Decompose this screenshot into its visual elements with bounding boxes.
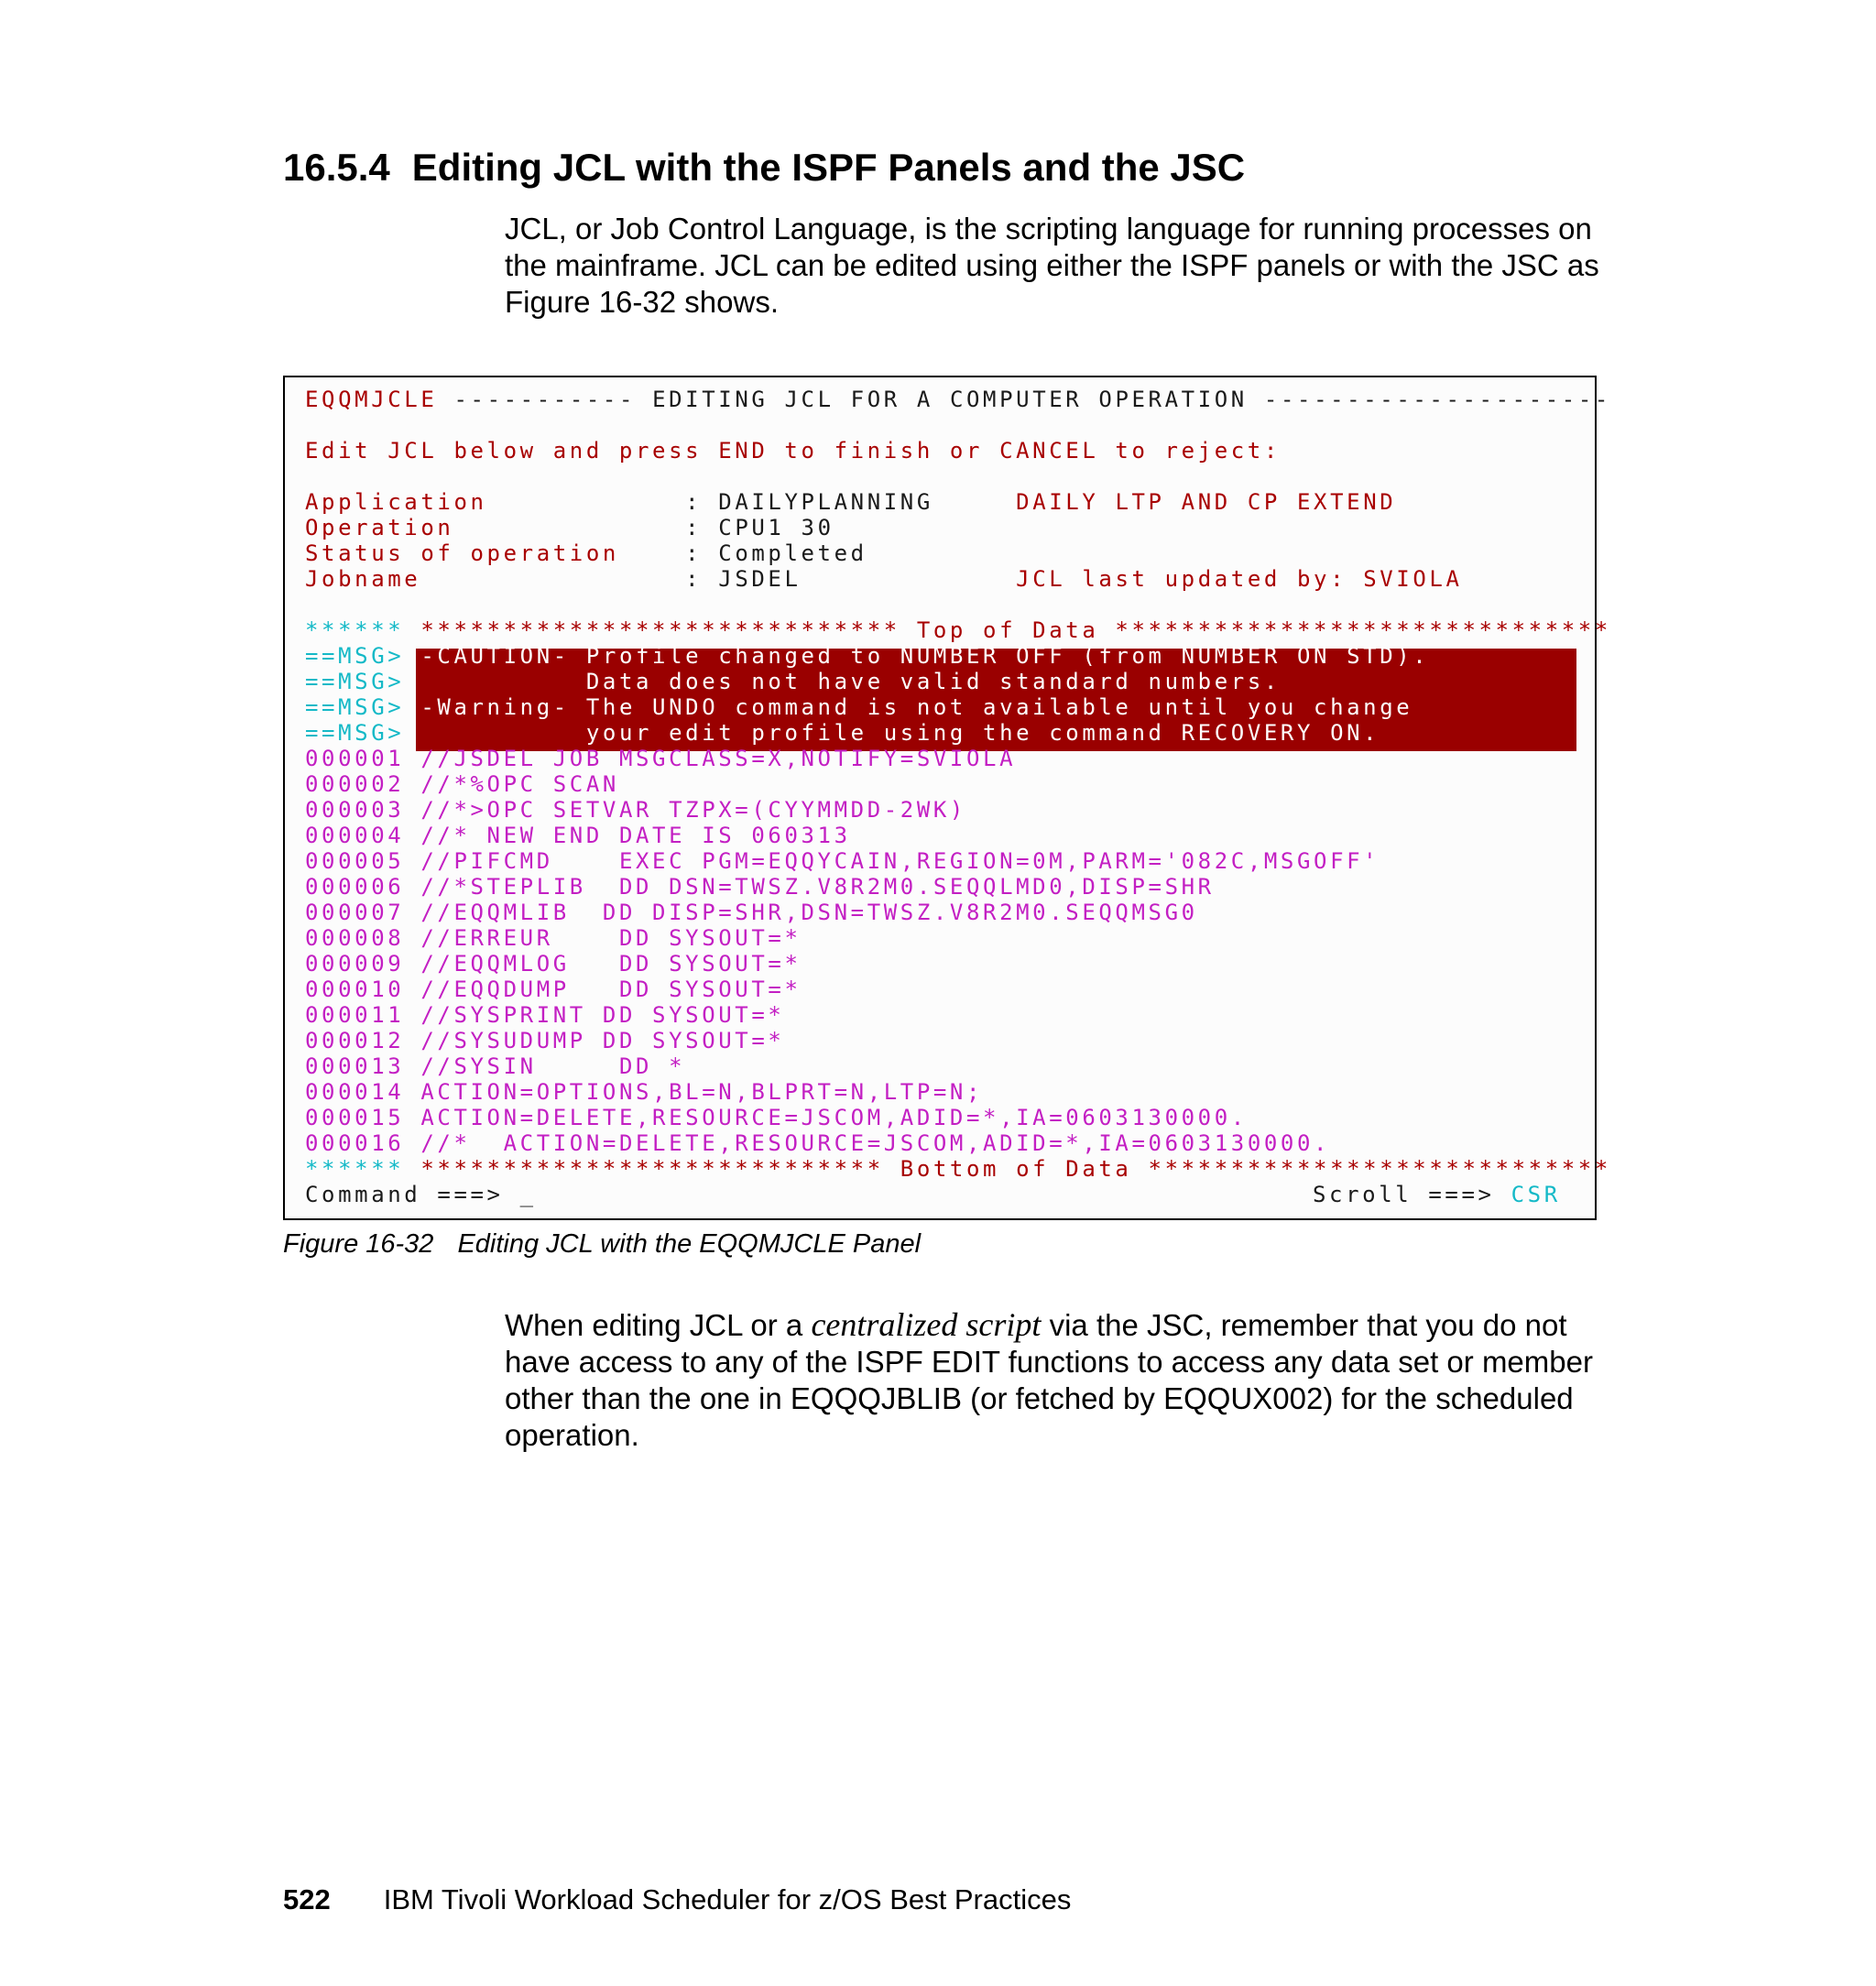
field-label: Jobname xyxy=(305,566,421,592)
line-number[interactable]: 000006 xyxy=(305,874,405,900)
field-value[interactable]: DAILYPLANNING xyxy=(718,489,933,515)
line-number[interactable]: 000015 xyxy=(305,1105,405,1130)
line-text[interactable]: //*>OPC SETVAR TZPX=(CYYMMDD-2WK) xyxy=(420,797,966,823)
book-title: IBM Tivoli Workload Scheduler for z/OS Best Practices xyxy=(383,1883,1072,1915)
application-description: DAILY LTP AND CP EXTEND xyxy=(1016,489,1397,515)
field-separator: : xyxy=(685,540,703,566)
line-prefix: ****** xyxy=(305,617,405,643)
line-text[interactable]: //SYSPRINT DD SYSOUT=* xyxy=(420,1002,785,1028)
field-operation xyxy=(305,515,834,540)
line-number[interactable]: 000001 xyxy=(305,746,405,771)
bottom-of-data-marker: **************************** Bottom of Data **************************** xyxy=(420,1156,1611,1182)
top-of-data-line xyxy=(305,617,1611,643)
line-text[interactable]: //JSDEL JOB MSGCLASS=X,NOTIFY=SVIOLA xyxy=(420,746,1017,771)
figure-caption-text: Editing JCL with the EQQMJCLE Panel xyxy=(457,1229,922,1259)
section-title: Editing JCL with the ISPF Panels and the JSC xyxy=(411,146,1246,189)
scroll-amount-input[interactable]: CSR xyxy=(1511,1182,1561,1207)
page-footer xyxy=(283,1882,1071,1918)
jcl-line[interactable] xyxy=(305,823,851,848)
line-text[interactable]: //EQQMLOG DD SYSOUT=* xyxy=(420,951,802,977)
field-separator: : xyxy=(685,489,703,515)
page-number: 522 xyxy=(283,1883,331,1915)
field-application xyxy=(305,489,1396,515)
line-number[interactable]: 000002 xyxy=(305,771,405,797)
line-text[interactable]: //SYSUDUMP DD SYSOUT=* xyxy=(420,1028,785,1053)
jcl-line[interactable] xyxy=(305,951,802,977)
line-number[interactable]: 000010 xyxy=(305,977,405,1002)
section-number: 16.5.4 xyxy=(283,146,390,189)
field-value[interactable]: Completed xyxy=(718,540,867,566)
figure-caption xyxy=(283,1228,921,1260)
line-text[interactable]: //SYSIN DD * xyxy=(420,1053,686,1079)
field-value[interactable]: JSDEL xyxy=(718,566,802,592)
body-text-start: When editing JCL or a xyxy=(505,1308,812,1342)
jcl-line[interactable] xyxy=(305,1002,784,1028)
section-heading xyxy=(283,145,1245,191)
field-label: Status of operation xyxy=(305,540,619,566)
line-number[interactable]: 000014 xyxy=(305,1079,405,1105)
jcl-line[interactable] xyxy=(305,874,1215,900)
line-number[interactable]: 000003 xyxy=(305,797,405,823)
line-text[interactable]: //PIFCMD EXEC PGM=EQQYCAIN,REGION=0M,PARM='082C,MSGOFF' xyxy=(420,848,1380,874)
scroll-field xyxy=(1313,1182,1561,1207)
panel-title-line xyxy=(305,387,1611,412)
msg-prefix: ==MSG> xyxy=(305,669,405,694)
jcl-line[interactable] xyxy=(305,1079,983,1105)
jcl-line[interactable] xyxy=(305,900,1198,925)
jcl-line[interactable] xyxy=(305,1130,1330,1156)
command-label: Command ===> xyxy=(305,1182,504,1207)
field-status xyxy=(305,540,867,566)
field-separator: : xyxy=(685,566,703,592)
panel-id: EQQMJCLE xyxy=(305,387,438,412)
scroll-label: Scroll ===> xyxy=(1313,1182,1495,1207)
jcl-line[interactable] xyxy=(305,797,966,823)
line-text[interactable]: //*STEPLIB DD DSN=TWSZ.V8R2M0.SEQQLMD0,DISP=SHR xyxy=(420,874,1215,900)
message-line xyxy=(305,694,1412,720)
field-separator: : xyxy=(685,515,703,540)
line-text[interactable]: //EQQDUMP DD SYSOUT=* xyxy=(420,977,802,1002)
line-text[interactable]: ACTION=DELETE,RESOURCE=JSCOM,ADID=*,IA=0603130000. xyxy=(420,1105,1248,1130)
message-line xyxy=(305,720,1380,746)
title-rule-left: ----------- xyxy=(453,387,637,412)
msg-prefix: ==MSG> xyxy=(305,694,405,720)
jcl-line[interactable] xyxy=(305,977,802,1002)
jcl-line[interactable] xyxy=(305,925,802,951)
field-value[interactable]: CPU1 30 xyxy=(718,515,834,540)
line-text[interactable]: ACTION=OPTIONS,BL=N,BLPRT=N,LTP=N; xyxy=(420,1079,984,1105)
msg-prefix: ==MSG> xyxy=(305,720,405,746)
command-input[interactable]: _ xyxy=(519,1182,537,1207)
body-paragraph xyxy=(505,1306,1613,1454)
ispf-panel-screenshot xyxy=(283,376,1611,1220)
jcl-line[interactable] xyxy=(305,771,619,797)
jcl-line[interactable] xyxy=(305,746,1016,771)
line-number[interactable]: 000009 xyxy=(305,951,405,977)
field-label: Application xyxy=(305,489,487,515)
line-number[interactable]: 000013 xyxy=(305,1053,405,1079)
line-number[interactable]: 000007 xyxy=(305,900,405,925)
line-text[interactable]: //EQQMLIB DD DISP=SHR,DSN=TWSZ.V8R2M0.SEQQMSG0 xyxy=(420,900,1198,925)
line-text[interactable]: //*%OPC SCAN xyxy=(420,771,619,797)
msg-prefix: ==MSG> xyxy=(305,643,405,669)
line-number[interactable]: 000005 xyxy=(305,848,405,874)
command-line xyxy=(305,1182,537,1207)
jcl-last-updated: JCL last updated by: SVIOLA xyxy=(1016,566,1463,592)
message-line xyxy=(305,643,1429,669)
jcl-line[interactable] xyxy=(305,848,1380,874)
line-text[interactable]: //* NEW END DATE IS 060313 xyxy=(420,823,851,848)
intro-paragraph: JCL, or Job Control Language, is the scripting language for running processes on the mainframe. JCL can be edited using either the ISPF panels or with the JSC as Figure 16-32 shows. xyxy=(505,212,1599,319)
line-number[interactable]: 000012 xyxy=(305,1028,405,1053)
msg-text: -Warning- The UNDO command is not available until you change xyxy=(420,694,1413,720)
field-jobname xyxy=(305,566,1463,592)
line-number[interactable]: 000004 xyxy=(305,823,405,848)
panel-instruction: Edit JCL below and press END to finish or CANCEL to reject: xyxy=(305,438,1281,464)
figure-label: Figure 16-32 xyxy=(283,1229,434,1259)
jcl-line[interactable] xyxy=(305,1053,685,1079)
emphasis-text: centralized script xyxy=(811,1306,1042,1343)
panel-title: EDITING JCL FOR A COMPUTER OPERATION xyxy=(652,387,1248,412)
line-text[interactable]: //* ACTION=DELETE,RESOURCE=JSCOM,ADID=*,IA=0603130000. xyxy=(420,1130,1331,1156)
jcl-line[interactable] xyxy=(305,1028,784,1053)
line-number[interactable]: 000008 xyxy=(305,925,405,951)
msg-text: -CAUTION- Profile changed to NUMBER OFF (from NUMBER ON STD). xyxy=(420,643,1430,669)
field-label: Operation xyxy=(305,515,454,540)
line-prefix: ****** xyxy=(305,1156,405,1182)
bottom-of-data-line xyxy=(305,1156,1611,1182)
top-of-data-marker: ***************************** Top of Data ****************************** xyxy=(420,617,1611,643)
msg-text: your edit profile using the command RECOVERY ON. xyxy=(420,720,1380,746)
line-number[interactable]: 000016 xyxy=(305,1130,405,1156)
title-rule-right: --------------------- xyxy=(1263,387,1611,412)
body-text-end: via the JSC, remember that you do not have access to any of the ISPF EDIT functions to access any data set or member other than the one in EQQQJBLIB (or fetched by EQQUX002) for the scheduled operation. xyxy=(505,1308,1593,1452)
line-text[interactable]: //ERREUR DD SYSOUT=* xyxy=(420,925,802,951)
message-line xyxy=(305,669,1281,694)
jcl-line[interactable] xyxy=(305,1105,1248,1130)
line-number[interactable]: 000011 xyxy=(305,1002,405,1028)
msg-text: Data does not have valid standard numbers. xyxy=(420,669,1281,694)
